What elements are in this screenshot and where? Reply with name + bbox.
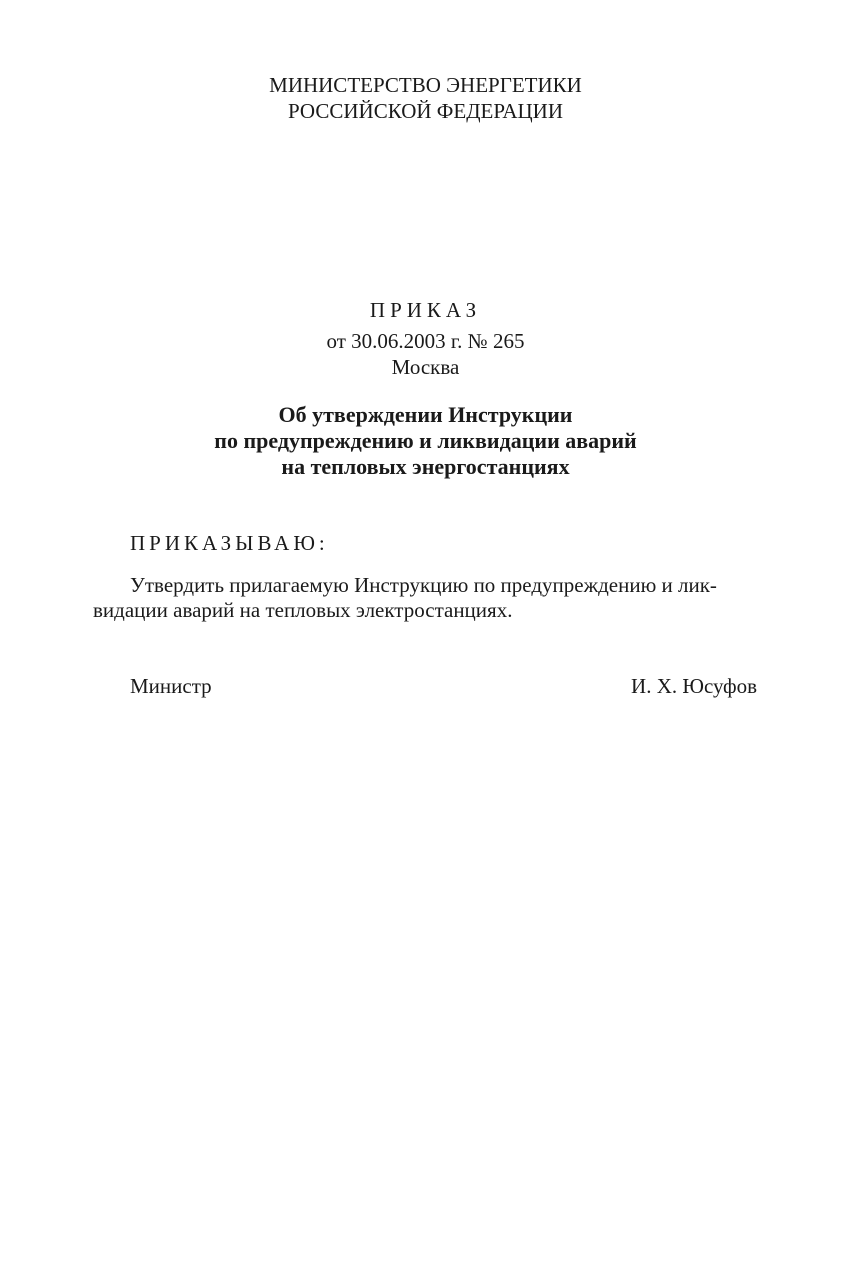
signature-block: [130, 673, 757, 699]
ministry-header: [0, 72, 851, 124]
order-subject: [0, 402, 851, 480]
subject-line-2: по предупреждению и ликвидации аварий: [214, 428, 637, 453]
order-command: ПРИКАЗЫВАЮ:: [130, 531, 329, 555]
body-line-2: видации аварий на тепловых электростанциях.: [93, 598, 513, 622]
subject-line-1: Об утверждении Инструкции: [278, 402, 573, 427]
subject-line-3: на тепловых энергостанциях: [281, 454, 570, 479]
body-line-1: Утвердить прилагаемую Инструкцию по предупреждению и лик-: [130, 573, 717, 597]
order-heading: [0, 296, 851, 380]
signatory-name: И. Х. Юсуфов: [631, 674, 757, 698]
signatory-position: Министр: [130, 674, 212, 698]
ministry-country: РОССИЙСКОЙ ФЕДЕРАЦИИ: [288, 99, 563, 123]
order-body: [93, 573, 757, 623]
order-city: Москва: [391, 355, 460, 379]
ministry-name: МИНИСТЕРСТВО ЭНЕРГЕТИКИ: [269, 73, 582, 97]
order-title: ПРИКАЗ: [369, 298, 482, 322]
order-date-number: от 30.06.2003 г. № 265: [326, 329, 525, 353]
